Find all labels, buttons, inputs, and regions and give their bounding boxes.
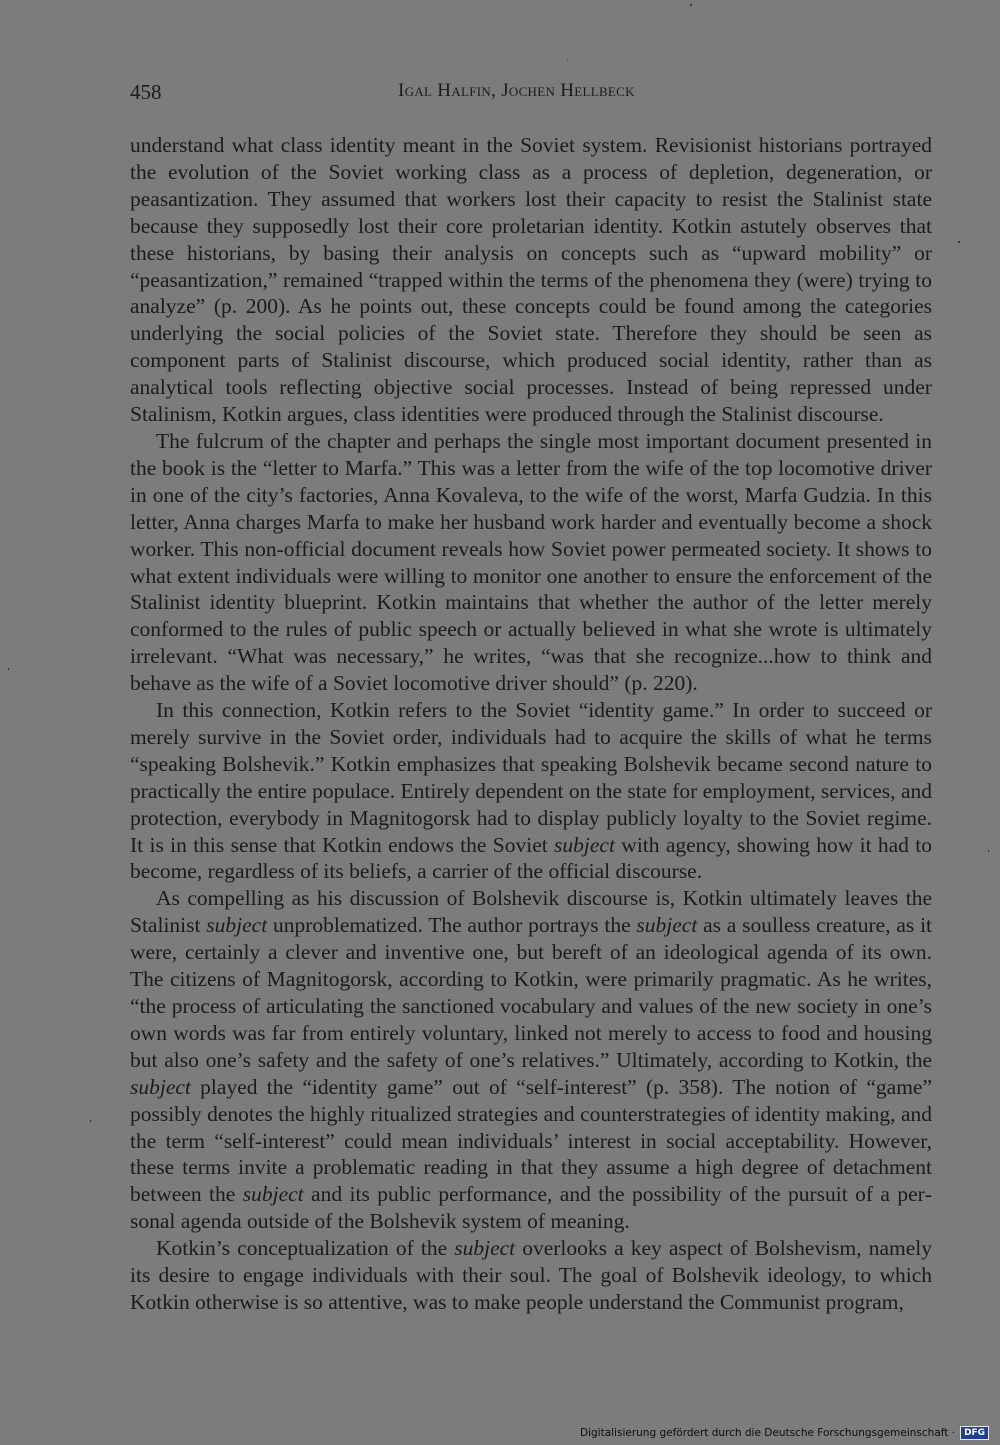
scan-speck: [567, 60, 568, 61]
scan-speck: [8, 668, 9, 670]
paragraph-3: [130, 697, 932, 885]
paragraph-4: [130, 885, 932, 1235]
paragraph-2: [130, 428, 932, 697]
paragraph-4-text: as a soulless creature, as it were, certainly a clever and inventive one, but bereft of an ideological agenda of its own. The citizens of Magnitogorsk, according to Kotkin, were primarily pragmatic. As he writes, “the process of articulating the sanctioned vocabulary and values of the new society in one’s own words was far from entirely voluntary, linked not merely to access to food and housing but also one’s safety and the safety of one’s relatives.” Ultimately, according to Kotkin, the: [130, 913, 933, 1072]
italic-subject-term: subject: [206, 913, 268, 938]
paragraph-4-text: unproblematized. The author portrays the: [267, 913, 637, 938]
paragraph-5: [130, 1235, 932, 1316]
paragraph-4-text: As compelling as his discussion of Bolshevik discourse is, Kotkin ultimately leaves the Stalinist: [130, 886, 932, 938]
running-head: Igal Halfin, Jochen Hellbeck: [398, 80, 635, 101]
paragraph-3-text: In this connection, Kotkin refers to the Soviet “identity game.” In order to succeed or merely survive in the Soviet order, individuals had to acquire the skills of what he terms “speaking Bolshevik.” Kotkin emphasizes that speaking Bolshevik became second nature to practically the entire populace. Entirely dependent on the state for employment, services, and protection, everybody in Magnitogorsk had to display publicly loyalty to the Soviet regime. It is in this sense that Kotkin endows the Soviet: [130, 698, 932, 857]
paragraph-2-text: The fulcrum of the chapter and perhaps the single most important document presented in the book is the “letter to Marfa.” This was a letter from the wife of the top locomotive driver in one of the city’s factories, Anna Kovaleva, to the wife of the worst, Marfa Gudzia. In this letter, Anna charges Marfa to make her husband work harder and eventually become a shock worker. This non-official document reveals how Soviet power permeated society. It shows to what extent individuals were willing to monitor one another to ensure the enforcement of the Stalinist identity blueprint. Kotkin maintains that whether the author of the letter merely conformed to the rules of public speech or actually believed in what she wrote is ultimately irrelevant. “What was necessary,” he writes, “was that she recognize...how to think and behave as the wife of a Soviet locomotive driver should” (p. 220).: [130, 428, 932, 696]
italic-subject-term: subject: [130, 1074, 191, 1099]
dfg-logo-icon: DFG: [960, 1426, 989, 1440]
paragraph-3-text: with agency, showing how it had to become, regardless of its beliefs, a carrier of the official discourse.: [130, 832, 932, 884]
italic-subject-term: subject: [636, 913, 698, 938]
scan-speck: [988, 850, 989, 852]
page-number: 458: [130, 80, 162, 104]
paragraph-1-text: understand what class identity meant in the Soviet system. Revisionist historians portrayed the evolution of the Soviet working class as a process of depletion, degeneration, or peasantization. They assumed that workers lost their capacity to resist the Stalinist state because they supposedly lost their core proletarian identity. Kotkin astutely observes that these historians, by basing their analysis on concepts such as “upward mobility” or “peasantization,” remained “trapped within the terms of the phenomena they (were) trying to analyze” (p. 200). As he points out, these concepts could be found among the categories underlying the social policies of the Soviet state. Therefore they should be seen as component parts of Stalinist discourse, which produced social identity, rather than as analytical tools reflecting objective social processes. Instead of being repressed under Stalinism, Kotkin argues, class identities were produced through the Stalinist discourse.: [130, 133, 932, 427]
scan-speck: [90, 1120, 91, 1122]
italic-subject-term: subject: [454, 1236, 516, 1261]
body-text: [130, 132, 932, 1316]
italic-subject-term: subject: [242, 1182, 304, 1207]
scan-speck: [690, 4, 692, 6]
scan-speck: [958, 241, 960, 243]
credit-text: Digitalisierung gefördert durch die Deutsche Forschungsgemeinschaft ·: [580, 1427, 956, 1439]
paragraph-5-text: overlooks a key aspect of Bolshevism, namely its desire to engage individuals with their soul. The goal of Bolshevik ideology, to which Kotkin otherwise is so attentive, was to make people understand the Communist program,: [130, 1236, 932, 1314]
digitization-credit: [580, 1426, 989, 1440]
paragraph-4-text: played the “identity game” out of “self-interest” (p. 358). The notion of “game” possibly denotes the highly ritualized strategies and counterstrategies of identity making, and the term “self-interest” could mean individuals’ interest in social acceptability. However, these terms invite a problematic reading in that they assume a high degree of detachment between the: [130, 1074, 932, 1207]
paragraph-4-text: and its public performance, and the possibility of the pursuit of a personal agenda outside of the Bolshevik system of meaning.: [130, 1182, 932, 1234]
paragraph-1: [130, 132, 932, 428]
italic-subject-term: subject: [554, 832, 615, 857]
page-header: [130, 80, 932, 110]
paragraph-5-text: Kotkin’s conceptualization of the: [156, 1236, 455, 1261]
